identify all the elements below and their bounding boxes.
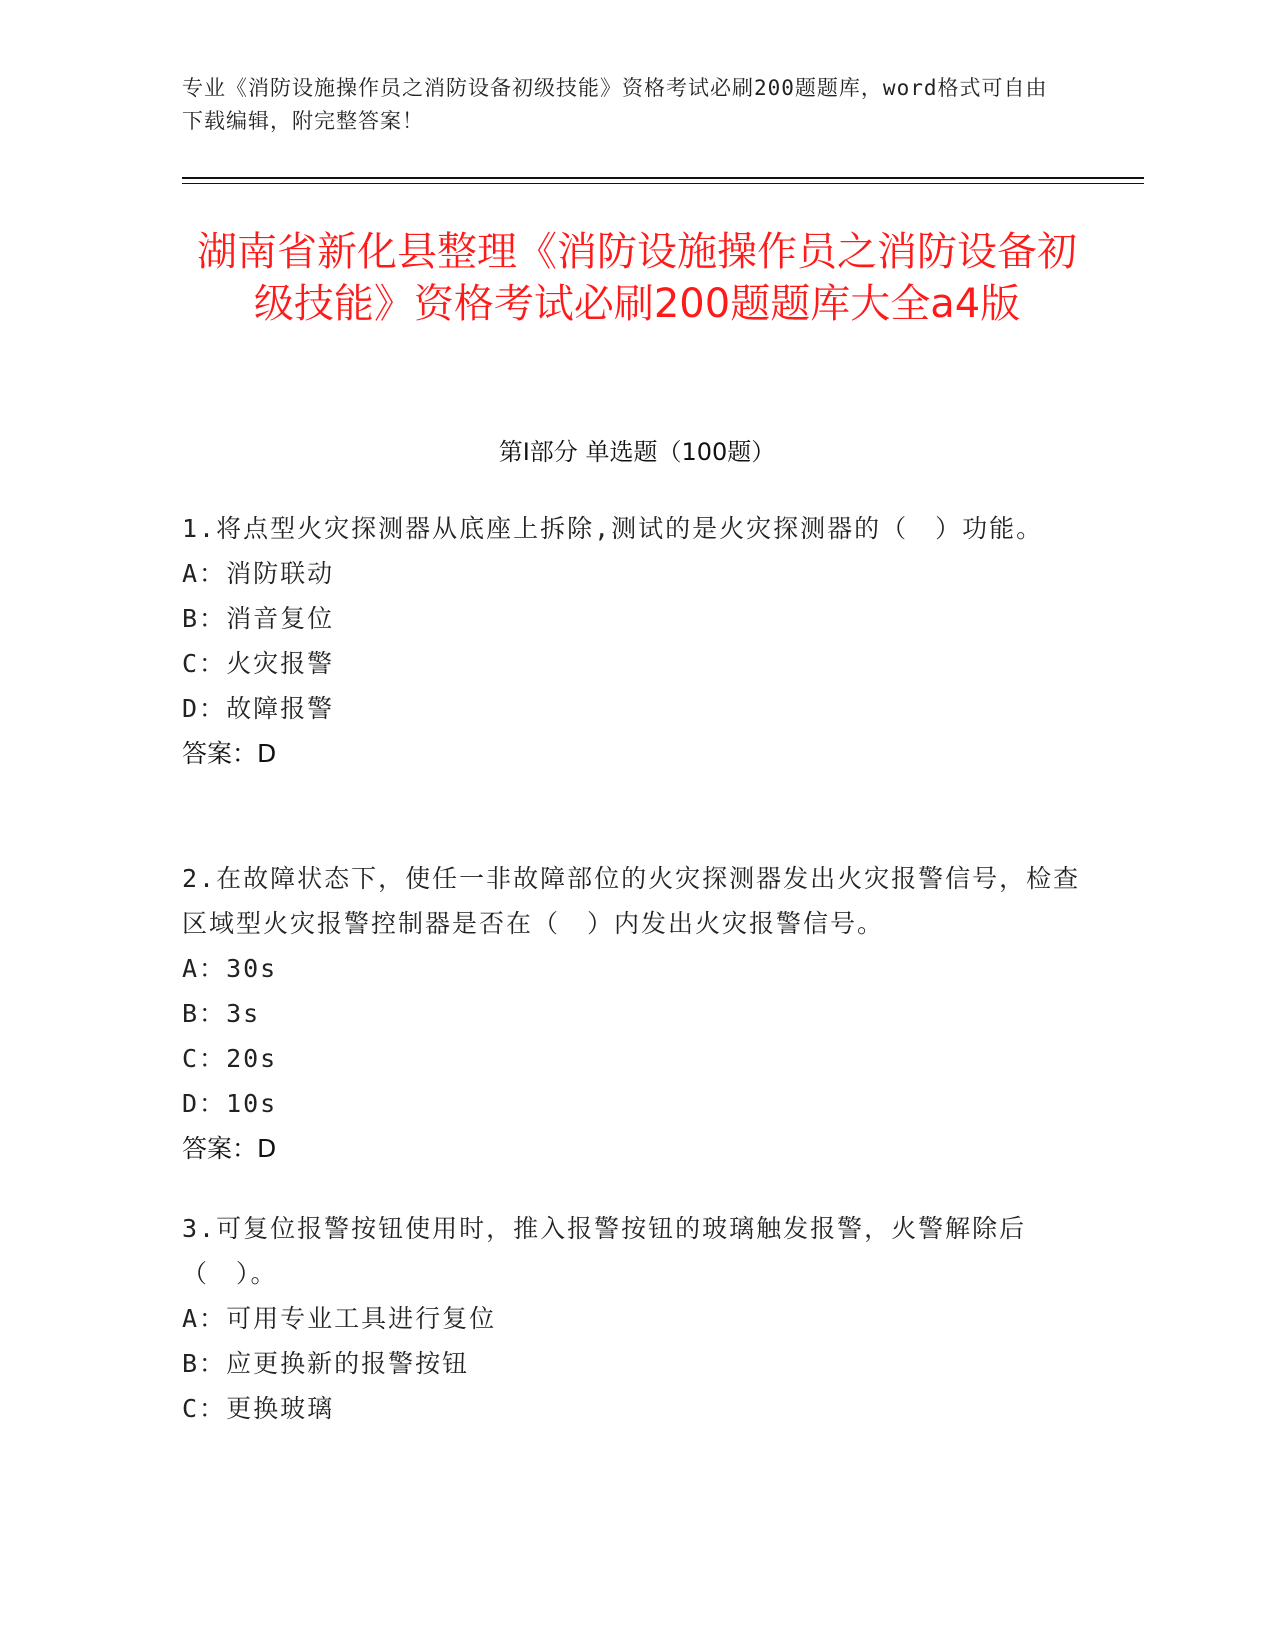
option-key: A： [182,559,227,588]
question-option-a [182,1296,1082,1341]
question-3 [182,1206,1082,1431]
option-key: C： [182,1044,227,1073]
question-option-d [182,1081,1082,1126]
option-key: B： [182,604,227,633]
option-text: 30s [226,954,278,983]
question-option-c [182,1036,1082,1081]
option-text: 20s [226,1044,278,1073]
option-key: B： [182,1349,227,1378]
option-key: D： [182,694,227,723]
option-key: C： [182,1394,227,1423]
option-text: 更换玻璃 [226,1394,335,1423]
option-text: 故障报警 [226,694,335,723]
question-2 [182,856,1082,1171]
question-option-b [182,1341,1082,1386]
option-text: 10s [226,1089,278,1118]
option-key: A： [182,1304,227,1333]
question-option-c [182,1386,1082,1431]
question-stem: 3.可复位报警按钮使用时，推入报警按钮的玻璃触发报警，火警解除后（ ）。 [182,1214,1027,1288]
option-text: 消音复位 [226,604,335,633]
option-key: D： [182,1089,227,1118]
question-option-b [182,991,1082,1036]
option-text: 火灾报警 [226,649,335,678]
section-title: 第Ⅰ部分 单选题（100题） [498,438,776,466]
question-option-d [182,686,1082,731]
question-stem: 2.在故障状态下，使任一非故障部位的火灾探测器发出火灾报警信号，检查区域型火灾报警控制器是否在（ ）内发出火灾报警信号。 [182,864,1081,938]
question-option-a [182,946,1082,991]
header-note: 专业《消防设施操作员之消防设备初级技能》资格考试必刷200题题库，word格式可自由下载编辑，附完整答案！ [182,76,1048,133]
option-text: 可用专业工具进行复位 [226,1304,497,1333]
option-text: 消防联动 [226,559,335,588]
question-answer: 答案：D [182,1134,277,1163]
header-divider-thick [182,177,1144,179]
header-divider-thin [182,183,1144,184]
option-text: 3s [226,999,261,1028]
option-key: A： [182,954,227,983]
question-option-a [182,551,1082,596]
option-key: C： [182,649,227,678]
document-title: 湖南省新化县整理《消防设施操作员之消防设备初级技能》资格考试必刷200题题库大全a4版 [197,229,1077,327]
question-answer: 答案：D [182,739,277,768]
question-stem: 1.将点型火灾探测器从底座上拆除,测试的是火灾探测器的（ ）功能。 [182,514,1044,543]
question-option-c [182,641,1082,686]
option-text: 应更换新的报警按钮 [226,1349,470,1378]
question-option-b [182,596,1082,641]
option-key: B： [182,999,227,1028]
question-1 [182,506,1082,776]
